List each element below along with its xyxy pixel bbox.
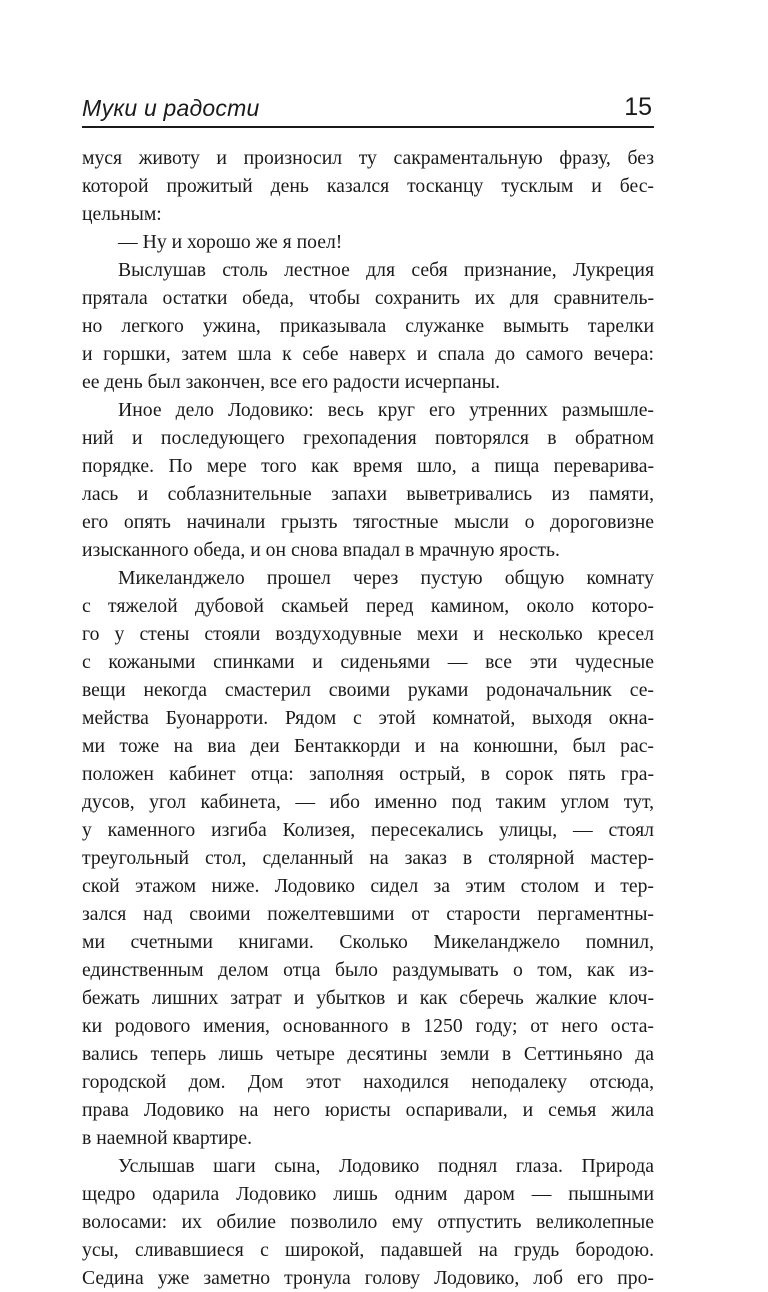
page-number: 15 <box>624 93 652 121</box>
text-line: — Ну и хорошо же я поел! <box>118 231 343 253</box>
text-line: единственным делом отца было раздумывать о том, как из- <box>82 959 654 981</box>
text-line: ской этажом ниже. Лодовико сидел за этим столом и тер- <box>82 875 654 897</box>
text-line: Выслушав столь лестное для себя признание, Лукреция <box>118 259 654 281</box>
text-line: его опять начинали грызть тягостные мысли о дороговизне <box>82 511 654 533</box>
text-line: но легкого ужина, приказывала служанке вымыть тарелки <box>82 315 654 337</box>
text-line: зался над своими пожелтевшими от старости пергаментны- <box>82 903 654 925</box>
text-line: Седина уже заметно тронула голову Лодовико, лоб его про- <box>82 1267 654 1289</box>
text-line: ми счетными книгами. Сколько Микеланджело помнил, <box>82 931 654 953</box>
text-line: ки родового имения, основанного в 1250 году; от него оста- <box>82 1015 654 1037</box>
text-line: в наемной квартире. <box>82 1127 253 1149</box>
text-line: с тяжелой дубовой скамьей перед камином, около которо- <box>82 595 654 617</box>
running-title: Муки и радости <box>82 95 260 121</box>
text-line: с кожаными спинками и сиденьями — все эти чудесные <box>82 651 654 673</box>
text-line: и горшки, затем шла к себе наверх и спала до самого вечера: <box>82 343 654 365</box>
page-header <box>82 88 654 128</box>
text-line: вались теперь лишь четыре десятины земли в Сеттиньяно да <box>82 1043 654 1065</box>
text-line: муся животу и произносил ту сакраментальную фразу, без <box>82 147 654 169</box>
text-line: прятала остатки обеда, чтобы сохранить их для сравнитель- <box>82 287 654 309</box>
body-text <box>82 144 654 1292</box>
text-line: усы, сливавшиеся с широкой, падавшей на грудь бородою. <box>82 1239 654 1261</box>
text-line: ее день был закончен, все его радости исчерпаны. <box>82 371 501 393</box>
text-line: щедро одарила Лодовико лишь одним даром — пышными <box>82 1183 654 1205</box>
text-line: го у стены стояли воздуходувные мехи и несколько кресел <box>82 623 654 645</box>
text-line: цельным: <box>82 203 162 225</box>
text-line: волосами: их обилие позволило ему отпустить великолепные <box>82 1211 654 1233</box>
text-line: Услышав шаги сына, Лодовико поднял глаза. Природа <box>118 1155 654 1177</box>
text-line: порядке. По мере того как время шло, а пища переварива- <box>82 455 654 477</box>
text-line: положен кабинет отца: заполняя острый, в сорок пять гра- <box>82 763 654 785</box>
text-line: Микеланджело прошел через пустую общую комнату <box>118 567 654 589</box>
text-line: ми тоже на виа деи Бентаккорди и на конюшни, был рас- <box>82 735 654 757</box>
text-line: треугольный стол, сделанный на заказ в столярной мастер- <box>82 847 654 869</box>
text-line: у каменного изгиба Колизея, пересекались улицы, — стоял <box>82 819 654 841</box>
text-line: права Лодовико на него юристы оспаривали, и семья жила <box>82 1099 654 1121</box>
text-line: вещи некогда смастерил своими руками родоначальник се- <box>82 679 654 701</box>
text-line: городской дом. Дом этот находился неподалеку отсюда, <box>82 1071 654 1093</box>
text-line: бежать лишних затрат и убытков и как сберечь жалкие клоч- <box>82 987 654 1009</box>
text-line: ний и последующего грехопадения повторялся в обратном <box>82 427 654 449</box>
text-line: мейства Буонарроти. Рядом с этой комнатой, выходя окна- <box>82 707 654 729</box>
text-line: дусов, угол кабинета, — ибо именно под таким углом тут, <box>82 791 654 813</box>
text-line: лась и соблазнительные запахи выветривались из памяти, <box>82 483 654 505</box>
text-line: изысканного обеда, и он снова впадал в мрачную ярость. <box>82 539 560 561</box>
text-line: которой прожитый день казался тосканцу тусклым и бес- <box>82 175 654 197</box>
text-line: Иное дело Лодовико: весь круг его утренних размышле- <box>118 399 654 421</box>
